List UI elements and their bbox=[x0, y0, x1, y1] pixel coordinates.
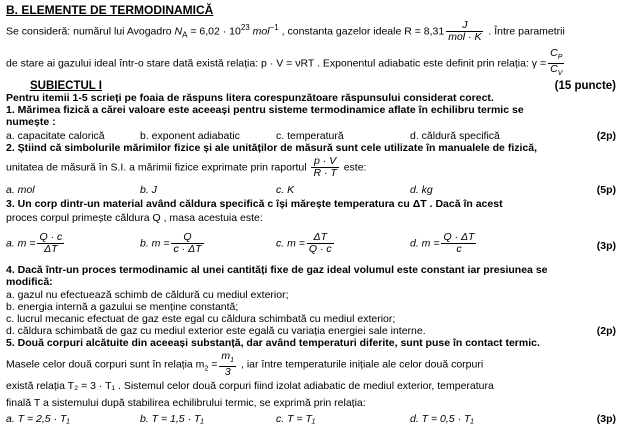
gamma-fraction bbox=[548, 48, 564, 79]
opt-label: a. m = bbox=[6, 237, 36, 250]
frac-num bbox=[548, 48, 564, 64]
opt-label: b. m = bbox=[140, 237, 170, 250]
q3-text-2: proces corpul primește căldura Q , masa acestuia este: bbox=[6, 212, 263, 224]
q3-option-c bbox=[276, 232, 336, 255]
frac-num: Q · c bbox=[39, 231, 63, 243]
q4-text-2: modifică: bbox=[6, 276, 53, 288]
frac-num: J bbox=[446, 20, 483, 32]
avogadro-sub: A bbox=[182, 30, 188, 40]
avogadro-symbol: N bbox=[174, 25, 183, 38]
q1-option-d: d. căldură specifică bbox=[410, 130, 500, 142]
intro-line-1 bbox=[6, 20, 565, 43]
q5-text-3: există relația T₂ = 3 · T₁ . Sistemul celor două corpuri fiind izolat adiabatic de mediul exterior, temperatura bbox=[6, 380, 494, 392]
avogadro-value: = 6,02 · 10 bbox=[187, 25, 241, 38]
q5-option-d: d. T = 0,5 · T₁ bbox=[410, 413, 474, 425]
frac-num: p · V bbox=[311, 156, 338, 168]
q3-option-a bbox=[6, 232, 66, 255]
intro-tail: . Între parametrii bbox=[485, 25, 565, 38]
q3-text-1: 3. Un corp dintr-un material având căldura specifică c își mărește temperatura cu ΔT . Dacă în acest bbox=[6, 198, 503, 210]
q2-fraction bbox=[311, 156, 338, 179]
q1-option-a: a. capacitate calorică bbox=[6, 130, 105, 142]
cv-sub: V bbox=[557, 70, 563, 78]
q2-text-2 bbox=[6, 156, 366, 179]
frac-num bbox=[219, 351, 236, 367]
frac-den bbox=[548, 64, 564, 79]
m2-sub: 2 bbox=[204, 365, 209, 373]
q2-tail: este: bbox=[340, 161, 367, 174]
q5-option-b: b. T = 1,5 · T₁ bbox=[140, 413, 204, 425]
q5-tail: , iar între temperaturile inițiale ale celor două corpuri bbox=[238, 358, 484, 371]
q1-text-1: 1. Mărimea fizică a cărei valoare este aceeași pentru sisteme termodinamice aflate în echilibru termic se bbox=[6, 104, 524, 116]
frac-den: mol · K bbox=[448, 31, 482, 43]
q5-text-4: finală T a sistemului după stabilirea echilibrului termic, se exprimă prin relația: bbox=[6, 397, 366, 409]
q4-text-1: 4. Dacă într-un proces termodinamic al unei cantități fixe de gaz ideal volumul este constant iar presiunea se bbox=[6, 264, 548, 276]
q3-points: (3p) bbox=[596, 240, 616, 252]
q5-text: Masele celor două corpuri sunt în relația m bbox=[6, 358, 205, 371]
q4-option-b: b. energia internă a gazului se menține constantă; bbox=[6, 301, 239, 313]
q1-option-c: c. temperatură bbox=[276, 130, 344, 142]
q4-option-d: d. căldura schimbată de gaz cu mediul exterior este egală cu variația energiei sale interne. bbox=[6, 325, 426, 337]
avogadro-unit-exp: −1 bbox=[269, 22, 279, 32]
avogadro-unit: mol bbox=[249, 25, 270, 38]
m1-sub: 1 bbox=[230, 357, 235, 365]
opt-fraction bbox=[441, 232, 476, 255]
q3-option-d bbox=[410, 232, 478, 255]
q5-text-1: 5. Două corpuri alcătuite din aceeași substanță, dar având temperaturi diferite, sunt puse în contact termic. bbox=[6, 337, 540, 349]
q5-fraction bbox=[219, 351, 236, 378]
frac-den: R · T bbox=[313, 167, 337, 179]
subject-points: (15 puncte) bbox=[554, 80, 616, 92]
q4-points: (2p) bbox=[596, 325, 616, 337]
frac-den: 3 bbox=[224, 366, 231, 379]
q4-option-c: c. lucrul mecanic efectuat de gaz este egal cu căldura schimbată cu mediul exterior; bbox=[6, 313, 396, 325]
q5-option-c: c. T = T₁ bbox=[276, 413, 316, 425]
gas-constant-fraction bbox=[446, 20, 483, 43]
frac-den: ΔT bbox=[44, 243, 58, 255]
frac-num: Q · ΔT bbox=[443, 231, 475, 243]
opt-fraction bbox=[307, 232, 334, 255]
q2-option-b: b. J bbox=[140, 184, 157, 196]
cp: C bbox=[550, 47, 558, 59]
frac-den: c · ΔT bbox=[173, 243, 202, 255]
opt-fraction bbox=[171, 232, 203, 255]
q2-option-d: d. kg bbox=[410, 184, 433, 196]
subject-title: SUBIECTUL I bbox=[30, 80, 102, 92]
opt-fraction bbox=[37, 232, 64, 255]
avogadro-exp: 23 bbox=[240, 22, 250, 32]
q1-option-b: b. exponent adiabatic bbox=[140, 130, 240, 142]
gas-constant-text: , constanta gazelor ideale R = 8,31 bbox=[278, 25, 445, 38]
m1: m bbox=[221, 350, 231, 362]
section-title: B. ELEMENTE DE TERMODINAMICĂ bbox=[6, 3, 214, 17]
q4-option-a: a. gazul nu efectuează schimb de căldură cu mediul exterior; bbox=[6, 289, 289, 301]
q2-points: (5p) bbox=[596, 184, 616, 196]
q2-option-a: a. mol bbox=[6, 184, 35, 196]
q2-text: unitatea de măsură în S.I. a mărimii fizice exprimate prin raportul bbox=[6, 161, 307, 174]
q1-points: (2p) bbox=[596, 130, 616, 142]
q5-option-a: a. T = 2,5 · T₁ bbox=[6, 413, 70, 425]
frac-num: Q bbox=[171, 232, 203, 244]
intro-text: Se consideră: numărul lui Avogadro bbox=[6, 25, 175, 38]
subject-instruction: Pentru itemii 1-5 scrieți pe foaia de răspuns litera corespunzătoare răspunsului considerat corect. bbox=[6, 92, 494, 104]
q5-text-2 bbox=[6, 351, 483, 378]
q5-eq: = bbox=[208, 358, 218, 371]
frac-den: Q · c bbox=[308, 243, 332, 255]
q1-text-2: numește : bbox=[6, 116, 56, 128]
frac-den: c bbox=[456, 243, 462, 255]
intro-text-2: de stare ai gazului ideal într-o stare dată există relația: p · V = νRT . Exponentul adiabatic este definit prin relația: γ = bbox=[6, 57, 547, 70]
opt-label: d. m = bbox=[410, 237, 440, 250]
frac-num: ΔT bbox=[307, 232, 334, 244]
cv: C bbox=[550, 63, 558, 76]
q3-option-b bbox=[140, 232, 206, 255]
q2-option-c: c. K bbox=[276, 184, 295, 196]
q2-text-1: 2. Știind că simbolurile mărimilor fizice și ale unităților de măsură sunt cele utilizate în manualele de fizică, bbox=[6, 142, 537, 154]
opt-label: c. m = bbox=[276, 237, 305, 250]
intro-line-2 bbox=[6, 48, 566, 79]
cp-sub: P bbox=[557, 54, 563, 62]
q5-points: (3p) bbox=[596, 413, 616, 425]
